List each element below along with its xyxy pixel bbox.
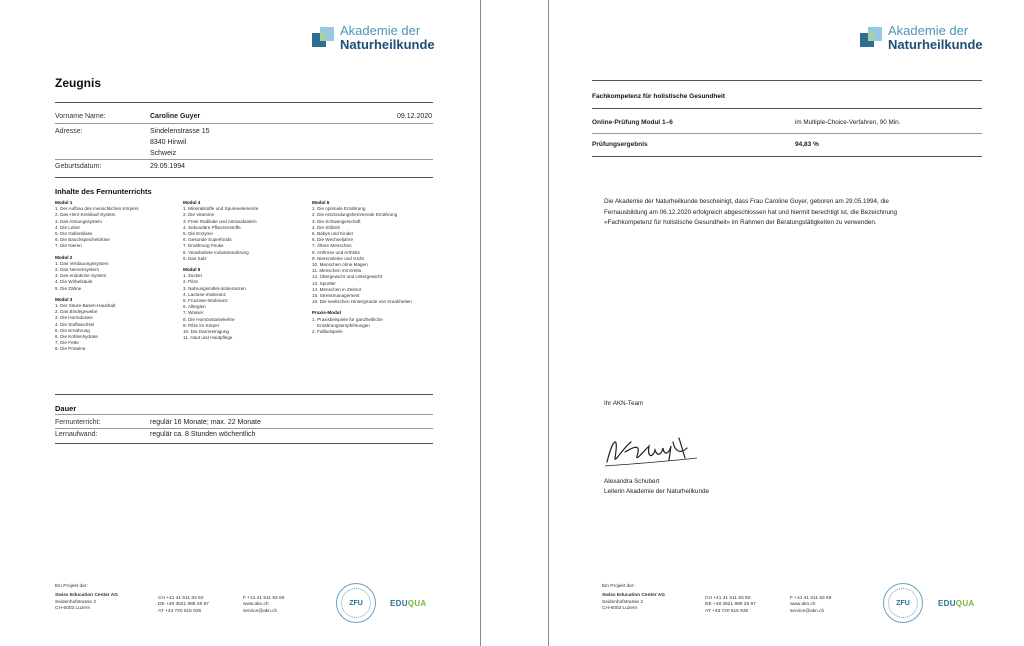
module-item: 7. Wasser bbox=[183, 310, 204, 316]
module-column-2 bbox=[183, 200, 258, 341]
module-item: 7. Die Nieren bbox=[55, 243, 82, 249]
logo-mark-icon bbox=[312, 27, 334, 49]
module-item: 2. Die Vitamine bbox=[183, 212, 215, 218]
module-item: 1. Der Aufbau des menschlichen Körpers bbox=[55, 206, 139, 212]
divider bbox=[592, 133, 982, 134]
eduqua-logo bbox=[938, 599, 974, 608]
body-line: Die Akademie der Naturheilkunde bescheinigt, dass Frau Caroline Guyer, geboren am 29.05.1994, die bbox=[604, 198, 889, 205]
footer-address bbox=[602, 584, 665, 612]
page-title: Zeugnis bbox=[55, 76, 102, 90]
module-item: 15. Stressmanagement bbox=[312, 293, 360, 299]
effort-value: regulär ca. 8 Stunden wöchentlich bbox=[150, 431, 256, 438]
body-line: «Fachkompetenz für holistische Gesundheit» im Rahmen der Beratungstätigkeiten zu verwenden. bbox=[604, 219, 877, 226]
module-title: Modul 4 bbox=[183, 200, 201, 205]
certificate-page-2 bbox=[548, 0, 1024, 646]
module-item: 16. Die seelischen Hintergründe von Krankheiten bbox=[312, 299, 412, 305]
module-item: 1. Zucker bbox=[183, 273, 203, 279]
divider bbox=[55, 177, 433, 178]
contents-title: Inhalte des Fernunterrichts bbox=[55, 187, 152, 196]
footer-org: Swiss Education Center AG bbox=[602, 593, 665, 599]
distance-value: regulär 16 Monate; max. 22 Monate bbox=[150, 419, 261, 426]
footer-city: CH-6003 Luzern bbox=[602, 605, 638, 611]
module-item: 9. Nierensteine und Gicht bbox=[312, 255, 364, 261]
footer-street: Seidenhofstrasse 2 bbox=[602, 599, 644, 605]
distance-label: Fernunterricht: bbox=[55, 419, 101, 426]
birth-label: Geburtsdatum: bbox=[55, 163, 102, 170]
logo-line2: Naturheilkunde bbox=[340, 37, 435, 52]
akn-logo bbox=[860, 24, 983, 52]
module-item: 11. Haut und Hautpflege bbox=[183, 335, 233, 341]
logo-line2: Naturheilkunde bbox=[888, 37, 983, 52]
signer-name: Alexandra Schubert bbox=[604, 478, 660, 485]
zfu-seal-icon bbox=[883, 583, 923, 623]
module-item: 10. Die Darmreinigung bbox=[183, 329, 229, 335]
module-title: Modul 1 bbox=[55, 200, 73, 205]
logo-mark-icon bbox=[860, 27, 882, 49]
module-item: 9. Das Salz bbox=[183, 255, 207, 261]
footer-phones bbox=[158, 596, 209, 615]
signer-role: Leiterin Akademie der Naturheilkunde bbox=[604, 488, 710, 495]
footer-contact bbox=[790, 596, 831, 615]
module-item: 1. Praxisbeispiele für ganzheitliche bbox=[312, 316, 383, 322]
module-item: 7. Die Fette bbox=[55, 340, 79, 346]
module-title: Modul 3 bbox=[55, 296, 73, 302]
module-item: 5. Die Gallenblase bbox=[55, 231, 93, 237]
module-item: 5. Die Zähne bbox=[55, 285, 82, 291]
footer-phone: DE +49 3521 888 28 97 bbox=[158, 602, 209, 608]
address-line: Sindelenstrasse 15 bbox=[150, 128, 210, 135]
eduqua-part1: EDU bbox=[938, 599, 956, 608]
footer-street: Seidenhofstrasse 2 bbox=[55, 599, 97, 605]
footer-phone: AT +43 720 515 935 bbox=[158, 608, 202, 614]
divider bbox=[592, 80, 982, 81]
address-line: 8340 Hinwil bbox=[150, 139, 187, 146]
footer-phone: AT +43 720 515 935 bbox=[705, 608, 749, 614]
zfu-seal-text: ZFU bbox=[341, 588, 371, 618]
module-item: 1. Der Säure-Basen-Haushalt bbox=[55, 303, 116, 309]
divider bbox=[55, 102, 433, 103]
zfu-seal-icon bbox=[336, 583, 376, 623]
module-item: 7. Ältere Menschen bbox=[312, 243, 352, 249]
divider bbox=[592, 156, 982, 157]
eduqua-part2: QUA bbox=[955, 599, 975, 608]
divider bbox=[55, 428, 433, 429]
module-item: 4. Die Wirbelsäule bbox=[55, 279, 93, 285]
certification-text bbox=[604, 197, 897, 229]
module-item: 4. Die Stoffwechsel bbox=[55, 321, 95, 327]
module-column-1 bbox=[55, 200, 139, 353]
module-item: 1. Mineralstoffe und Spurenelemente bbox=[183, 206, 259, 212]
logo-line1: Akademie der bbox=[340, 23, 421, 38]
module-item: 6. Gesunde Superfoods bbox=[183, 237, 232, 243]
result-value: 94,83 % bbox=[795, 141, 819, 148]
module-item: 4. Lactose-Intoleranz bbox=[183, 291, 226, 297]
module-item: 3. Die Hormdosise bbox=[55, 315, 93, 321]
exam-value: im Multiple-Choice-Verfahren, 90 Min. bbox=[795, 119, 901, 126]
footer-phones bbox=[705, 596, 756, 615]
footer-address bbox=[55, 584, 118, 612]
address-label: Adresse: bbox=[55, 128, 83, 135]
module-item: 3. Das Atmungssystem bbox=[55, 218, 102, 224]
module-item: 6. Allergien bbox=[183, 304, 206, 310]
divider bbox=[55, 414, 433, 415]
footer-fax: F +41 41 511 83 69 bbox=[790, 596, 832, 601]
zfu-seal-text: ZFU bbox=[888, 588, 918, 618]
module-item: 3. Das endokrine System bbox=[55, 273, 107, 279]
module-item: 8. Verarbeitete Industrienahrung bbox=[183, 249, 249, 255]
module-column-3 bbox=[312, 200, 412, 335]
footer-phone: DE +49 3521 888 28 97 bbox=[705, 602, 756, 608]
footer-intro: Ein Projekt der: bbox=[602, 584, 635, 589]
footer-web-link[interactable]: www.akn.ch bbox=[243, 602, 269, 608]
module-item: 13. Sportler bbox=[312, 280, 336, 286]
module-item: 12. Übergewicht und Untergewicht bbox=[312, 274, 383, 280]
divider bbox=[55, 159, 433, 160]
footer-contact bbox=[243, 596, 284, 615]
module-item: 2. Das Nervensystem bbox=[55, 267, 99, 273]
module-item: 7. Ernährung Feuke bbox=[183, 243, 224, 249]
module-item: 8. Die Proteine bbox=[55, 346, 86, 352]
footer-mail-link[interactable]: service@akn.ch bbox=[243, 608, 278, 614]
signature-icon bbox=[601, 428, 701, 470]
module-item: 2. Fallbeispiele bbox=[312, 329, 343, 335]
module-item: 6. Die Bauchspeicheldrüse bbox=[55, 237, 110, 243]
module-item: 6. Die Wechseljahre bbox=[312, 237, 354, 243]
footer-mail-link[interactable]: service@akn.ch bbox=[790, 608, 825, 614]
module-item: 6. Die Kohlenhydrate bbox=[55, 334, 98, 340]
footer-city: CH-6003 Luzern bbox=[55, 605, 91, 611]
module-title: Modul 6 bbox=[312, 200, 330, 205]
effort-label: Lernaufwand: bbox=[55, 431, 98, 438]
divider bbox=[592, 108, 982, 109]
section-title: Fachkompetenz für holistische Gesundheit bbox=[592, 93, 725, 100]
module-item: 11. Menschen mit Krebs bbox=[312, 268, 362, 274]
akn-logo bbox=[312, 24, 435, 52]
module-item: 10. Menschen ohne Magen bbox=[312, 262, 368, 268]
name-value: Caroline Guyer bbox=[150, 113, 201, 120]
module-item: 4. Die Stillzeit bbox=[312, 224, 340, 230]
module-item: 5. Die Enzyme bbox=[183, 231, 213, 237]
certificate-page-1 bbox=[0, 0, 481, 646]
footer-phone: CH +41 41 511 83 60 bbox=[705, 596, 751, 601]
footer-org: Swiss Education Center AG bbox=[55, 593, 118, 599]
divider bbox=[55, 123, 433, 124]
greeting: Ihr AKN-Team bbox=[604, 400, 644, 407]
module-item: 4. Sekundäre Pflanzenstoffe bbox=[183, 224, 241, 230]
name-label: Vorname Name: bbox=[55, 113, 106, 120]
module-item: Ernährungsempfehlungen bbox=[317, 322, 370, 328]
logo-line1: Akademie der bbox=[888, 23, 969, 38]
address-line: Schweiz bbox=[150, 150, 177, 157]
module-item: 14. Menschen in Zeitnot bbox=[312, 286, 362, 292]
module-item: 3. Die Schwangerschaft bbox=[312, 218, 361, 224]
module-item: 5. Die Ernährung bbox=[55, 327, 90, 333]
divider bbox=[55, 443, 433, 444]
footer-phone: CH +41 41 511 83 60 bbox=[158, 596, 204, 601]
duration-title: Dauer bbox=[55, 404, 77, 413]
module-item: 3. Nahrungsmittel-Intoleranzen bbox=[183, 285, 246, 291]
module-item: 2. Das Bindegewebe bbox=[55, 309, 98, 315]
birth-value: 29.05.1994 bbox=[150, 163, 186, 170]
body-line: Fernausbildung am 06.12.2020 erfolgreich abgeschlossen hat und hiermit berechtigt ist, die Bezeichnung bbox=[604, 208, 897, 216]
module-item: 8. Die Homöostasiekehre bbox=[183, 316, 235, 322]
module-item: 2. Pilze bbox=[183, 279, 199, 285]
module-item: 4. Die Leber bbox=[55, 224, 81, 230]
module-title: Modul 2 bbox=[55, 254, 73, 260]
module-item: 9. Pilze im Körper bbox=[183, 322, 220, 328]
module-item: 5. Babys und Kinder bbox=[312, 231, 354, 237]
footer-fax: F +41 41 511 83 69 bbox=[243, 596, 285, 601]
page-gap bbox=[481, 0, 548, 646]
module-item: 2. Das Herz-Kreislauf-System bbox=[55, 212, 116, 218]
module-item: 8. Arthrose und Arthritis bbox=[312, 249, 360, 255]
eduqua-part2: QUA bbox=[407, 599, 427, 608]
module-item: 2. Die entzündungshemmende Ernährung bbox=[312, 212, 398, 218]
module-title: Modul 5 bbox=[183, 267, 201, 273]
module-title: Praxis-Modul bbox=[312, 310, 341, 316]
result-label: Prüfungsergebnis bbox=[592, 141, 648, 148]
issue-date: 09.12.2020 bbox=[397, 113, 433, 120]
eduqua-logo bbox=[390, 599, 426, 608]
module-item: 1. Die optimale Ernährung bbox=[312, 206, 366, 212]
eduqua-part1: EDU bbox=[390, 599, 408, 608]
footer-web-link[interactable]: www.akn.ch bbox=[790, 602, 816, 608]
module-item: 5. Fructose-Intoleranz bbox=[183, 298, 228, 304]
exam-label: Online-Prüfung Modul 1–6 bbox=[592, 119, 673, 126]
divider bbox=[55, 394, 433, 395]
footer-intro: Ein Projekt der: bbox=[55, 584, 88, 589]
module-item: 3. Freie Radikale und Antioxidantien bbox=[183, 218, 257, 224]
module-item: 1. Das Verdauungssystem bbox=[55, 260, 109, 266]
